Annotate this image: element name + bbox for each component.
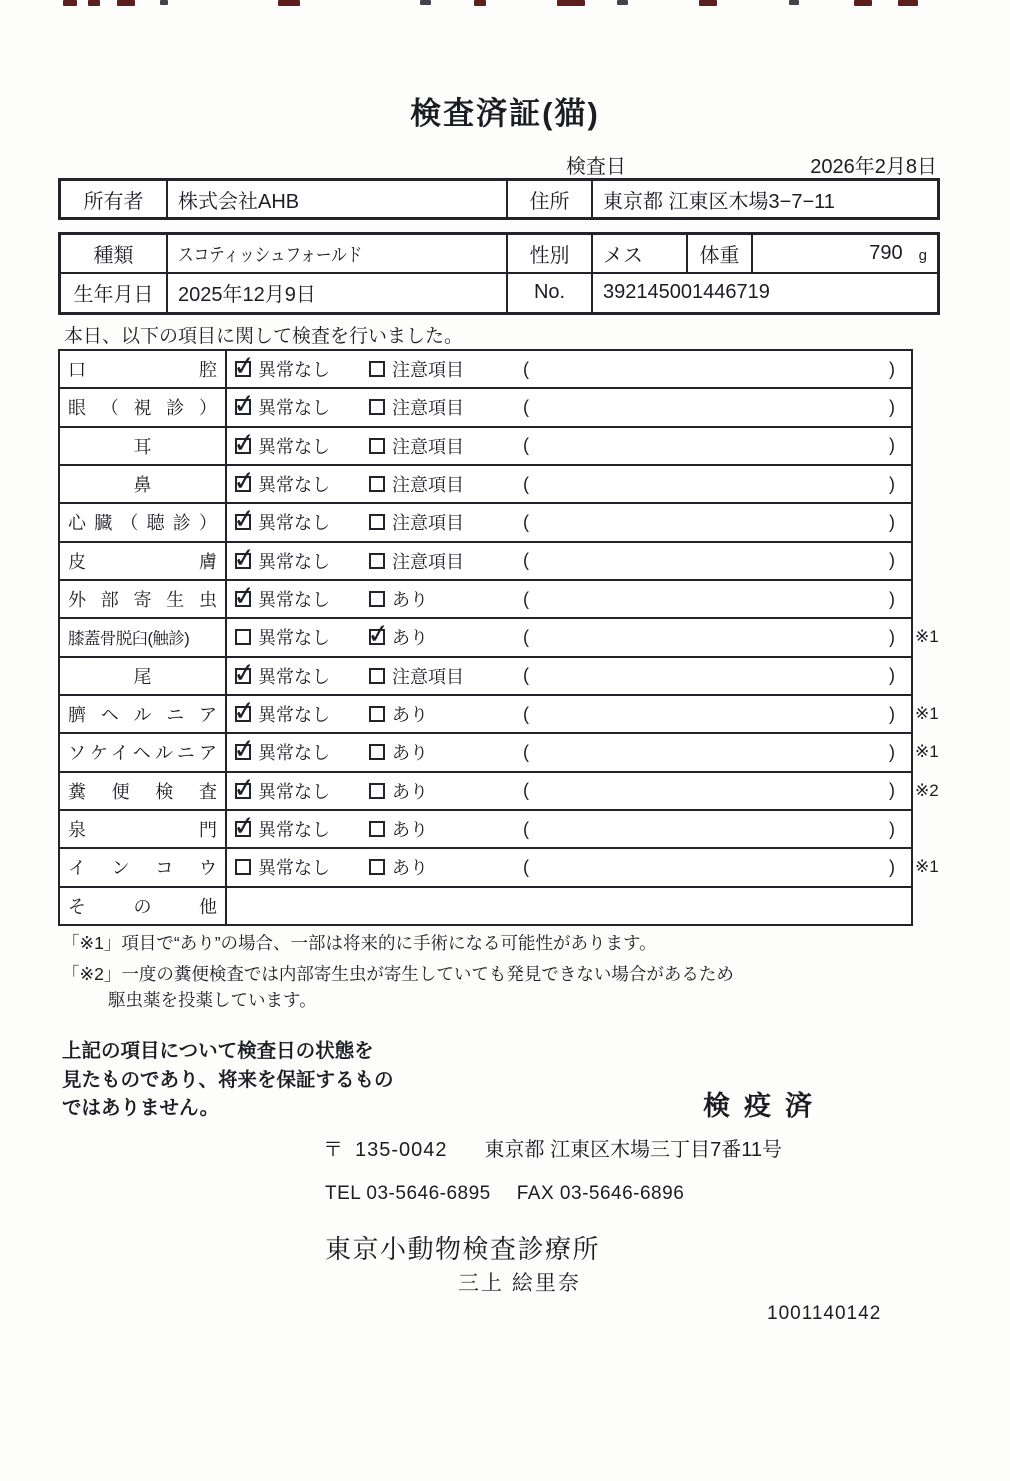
footnote-2: 「※2」一度の糞便検査では内部寄生虫が寄生していても発見できない場合があるため [62,964,734,984]
checkbox-no-abnormality[interactable] [231,388,258,421]
birthdate-value: 2025年12月9日 [168,274,508,313]
row-label: 糞便検査 [68,781,217,802]
paren-close: ) [889,780,895,801]
paren-close: ) [889,665,895,686]
option-label: 異常なし [258,666,330,687]
check-mark: ✓ [365,618,392,651]
check-mark: ✓ [231,541,258,574]
row-label: 泉門 [68,820,217,841]
checkbox-no-abnormality[interactable] [231,771,258,804]
option-label: あり [392,858,428,879]
footnote-2-continued: 駆虫薬を投薬しています。 [108,990,317,1010]
checklist-row-fecal-exam [60,771,939,811]
checklist-row-ears [60,428,911,466]
paren-close: ) [889,588,895,609]
owner-label: 所有者 [61,181,168,217]
intro-text: 本日、以下の項目に関して検査を行いました。 [64,326,464,347]
breed-value: スコティッシュフォールド [168,235,508,272]
paren-open: ( [523,780,529,801]
row-label: 皮膚 [68,551,217,572]
row-label: 眼（視診） [68,398,217,419]
row-label: 尾 [133,666,152,687]
row-note: ※2 [915,780,939,800]
check-mark: ✓ [231,503,258,536]
check-mark: ✓ [231,809,258,843]
option-label: 異常なし [258,858,330,879]
paren-close: ) [889,626,895,647]
paren-close: ) [889,396,895,417]
sex-value: メス [593,235,688,272]
checkbox-finding[interactable] [369,668,385,684]
option-label: 注意項目 [392,475,464,496]
paren-close: ) [889,741,895,762]
check-mark: ✓ [231,656,258,689]
option-label: 異常なし [258,705,330,726]
checklist-row-nose [60,466,911,504]
option-label: 異常なし [258,590,330,611]
pet-table [58,232,940,315]
microchip-no-label: No. [508,274,593,313]
clinic-name: 東京小動物検査診療所 [325,1234,601,1264]
paren-open: ( [523,665,529,686]
paren-open: ( [523,856,529,877]
row-label: 鼻 [133,475,152,496]
check-mark: ✓ [231,388,258,421]
check-mark: ✓ [231,733,258,766]
checkbox-finding[interactable] [369,553,385,569]
checkbox-no-abnormality[interactable] [231,465,258,498]
option-label: あり [392,743,428,764]
check-mark: ✓ [231,426,258,459]
checklist-row-heart [60,504,911,542]
inspection-date-label: 検査日 [566,156,626,178]
paren-close: ) [889,511,895,532]
checkbox-no-abnormality[interactable] [235,629,251,645]
weight-number: 790 [869,241,903,264]
paren-open: ( [523,511,529,532]
clinic-fax: FAX 03-5646-6896 [516,1183,685,1204]
paren-open: ( [523,626,529,647]
option-label: 異常なし [258,436,330,457]
checkbox-finding[interactable] [369,744,385,760]
veterinarian-name: 三上 絵里奈 [458,1272,581,1295]
paren-open: ( [523,741,529,762]
row-label: 外部寄生虫 [68,590,217,611]
row-note: ※1 [915,627,939,647]
option-label: 異常なし [258,475,330,496]
paren-open: ( [523,435,529,456]
option-label: 異常なし [258,360,330,381]
disclaimer-text: 上記の項目について検査日の状態を 見たものであり、将来を保証するもの ではありません。 [62,1040,394,1119]
row-label: 臍ヘルニア [68,705,217,726]
checklist-table [58,349,939,926]
row-label: 膝蓋骨脱臼(触診) [68,630,190,649]
quarantine-stamp: 検疫済 [703,1091,826,1121]
row-label: インコウ [68,858,217,879]
serial-number: 1001140142 [767,1303,882,1324]
checkbox-no-abnormality[interactable] [231,541,258,574]
checklist-row-skin [60,543,911,581]
paren-close: ) [889,473,895,494]
checklist-row-fontanelle [60,811,911,849]
option-label: 異常なし [258,743,330,764]
option-label: あり [392,590,428,611]
paren-open: ( [523,473,529,494]
check-mark: ✓ [231,465,258,498]
option-label: 注意項目 [392,436,464,457]
paren-open: ( [523,396,529,417]
checklist-row-external-parasites [60,581,911,619]
clinic-address: 東京都 江東区木場三丁目7番11号 [484,1139,782,1161]
checklist-row-oral [60,351,911,389]
paren-close: ) [889,818,895,839]
checkbox-no-abnormality[interactable] [231,350,258,383]
weight-unit: g [918,246,927,264]
checkbox-no-abnormality[interactable] [235,859,251,875]
checkbox-finding[interactable] [369,706,385,722]
checklist-row-patellar-luxation [60,618,939,657]
postal-mark: 〒 [323,1139,343,1161]
checkbox-finding[interactable] [369,591,385,607]
check-mark: ✓ [231,350,258,383]
option-label: あり [392,781,428,802]
option-label: 異常なし [258,781,330,802]
option-label: 注意項目 [392,513,464,534]
option-label: 異常なし [258,820,330,841]
paren-close: ) [889,703,895,724]
checkbox-no-abnormality[interactable] [231,503,258,536]
microchip-no-value: 392145001446719 [603,281,770,304]
checklist-row-inguinal-hernia [60,733,939,772]
owner-address-label: 住所 [508,181,593,217]
check-mark: ✓ [231,580,258,613]
checkbox-finding[interactable] [369,476,385,492]
check-mark: ✓ [231,771,258,804]
row-note: ※1 [915,704,939,724]
row-label: その他 [68,896,217,917]
checkbox-finding[interactable] [369,438,385,454]
checkbox-finding[interactable] [365,618,392,651]
birthdate-label: 生年月日 [61,274,168,313]
paren-open: ( [523,818,529,839]
checklist-row-tail [60,658,911,696]
paren-open: ( [523,588,529,609]
checkbox-no-abnormality[interactable] [231,580,258,613]
checkbox-finding[interactable] [369,821,385,837]
option-label: 異常なし [258,551,330,572]
paren-close: ) [889,550,895,571]
checklist-row-other [60,888,911,924]
weight-label: 体重 [688,235,753,272]
checkbox-no-abnormality[interactable] [231,809,258,843]
checkbox-no-abnormality[interactable] [231,695,258,728]
checklist-row-inkou [60,849,939,887]
paren-close: ) [889,435,895,456]
page-title: 検査済証(猫) [410,96,600,131]
option-label: 注意項目 [392,360,464,381]
paren-open: ( [523,550,529,571]
clinic-contact-line [325,1183,684,1205]
owner-table [58,178,940,220]
clinic-address-line [323,1133,782,1162]
option-label: あり [392,820,428,841]
sex-label: 性別 [508,235,593,272]
row-label: 口腔 [68,360,217,381]
checkbox-finding[interactable] [369,783,385,799]
check-mark: ✓ [231,695,258,728]
paren-open: ( [523,358,529,379]
row-label: ソケイヘルニア [68,743,217,764]
checkbox-no-abnormality[interactable] [231,656,258,689]
checkbox-finding[interactable] [369,361,385,377]
option-label: 異常なし [258,513,330,534]
checkbox-no-abnormality[interactable] [231,733,258,766]
clinic-tel: TEL 03-5646-6895 [325,1183,491,1204]
row-note: ※1 [915,742,939,762]
option-label: 注意項目 [392,398,464,419]
breed-label: 種類 [61,235,168,272]
owner-address-value: 東京都 江東区木場3−7−11 [603,190,835,213]
paren-open: ( [523,703,529,724]
paren-close: ) [889,856,895,877]
option-label: 異常なし [258,398,330,419]
checkbox-no-abnormality[interactable] [231,426,258,459]
option-label: あり [392,628,428,649]
checkbox-finding[interactable] [369,399,385,415]
option-label: あり [392,705,428,726]
checkbox-finding[interactable] [369,859,385,875]
owner-value: 株式会社AHB [168,181,508,217]
postal-code: 135-0042 [355,1139,448,1161]
option-label: 注意項目 [392,666,464,687]
row-label: 心臓（聴診） [68,513,217,534]
row-label: 耳 [133,436,152,457]
checklist-row-eyes [60,389,911,427]
inspection-date-value: 2026年2月8日 [810,156,937,178]
option-label: 異常なし [258,628,330,649]
footnote-1: 「※1」項目で“あり”の場合、一部は将来的に手術になる可能性があります。 [62,933,657,953]
checklist-row-umbilical-hernia [60,695,939,734]
paren-close: ) [889,358,895,379]
option-label: 注意項目 [392,551,464,572]
row-note: ※1 [915,857,939,877]
checkbox-finding[interactable] [369,514,385,530]
weight-value [753,235,937,272]
